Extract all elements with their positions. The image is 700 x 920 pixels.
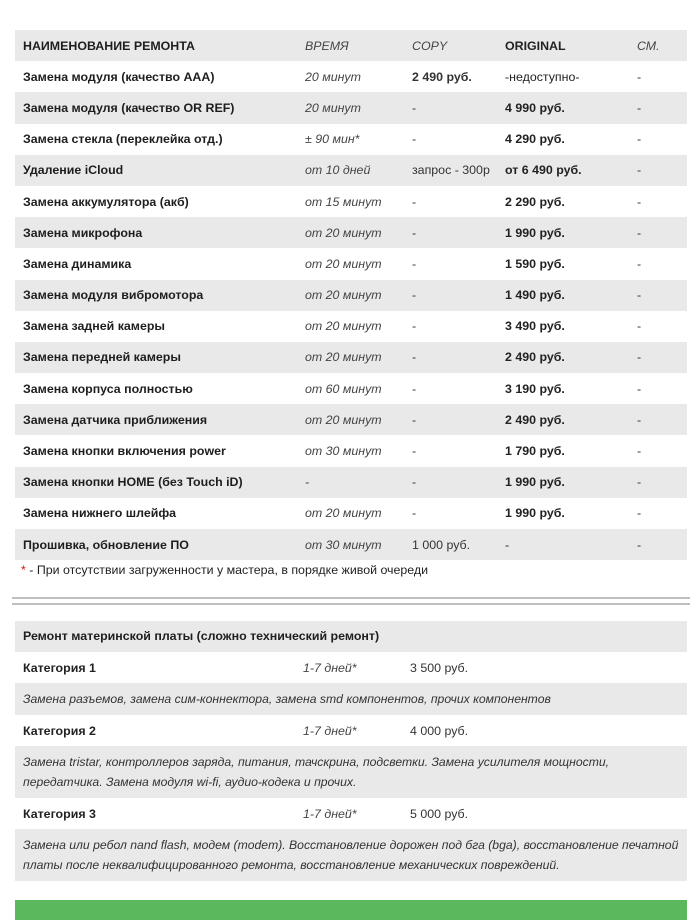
category-time: 1-7 дней* bbox=[303, 806, 357, 821]
repair-name: Замена модуля вибромотора bbox=[15, 280, 285, 311]
table-row bbox=[15, 404, 687, 435]
repair-original-price: 1 590 руб. bbox=[497, 248, 617, 279]
repair-name: Замена динамика bbox=[15, 248, 285, 279]
repair-copy-price: - bbox=[392, 248, 497, 279]
header-see: СМ. bbox=[617, 30, 687, 61]
repair-copy-price: - bbox=[392, 404, 497, 435]
table-row bbox=[15, 342, 687, 373]
table-row bbox=[15, 498, 687, 529]
repair-see: - bbox=[617, 342, 687, 373]
repair-see: - bbox=[617, 217, 687, 248]
table-row bbox=[15, 467, 687, 498]
repair-see: - bbox=[617, 498, 687, 529]
divider bbox=[12, 603, 690, 605]
repair-time: от 30 минут bbox=[285, 435, 392, 466]
repair-time: от 20 минут bbox=[285, 280, 392, 311]
repair-see: - bbox=[617, 404, 687, 435]
footnote-text: - При отсутствии загруженности у мастера, в порядке живой очереди bbox=[25, 563, 429, 577]
repair-copy-price: - bbox=[392, 342, 497, 373]
repair-copy-price: запрос - 300р bbox=[392, 155, 497, 186]
repair-name: Замена кнопки HOME (без Touch iD) bbox=[15, 467, 285, 498]
repair-time: ± 90 мин* bbox=[285, 124, 392, 155]
repair-original-price: 2 290 руб. bbox=[497, 186, 617, 217]
category-name: Категория 2 bbox=[23, 723, 96, 738]
repair-time: от 20 минут bbox=[285, 248, 392, 279]
repair-copy-price: 2 490 руб. bbox=[392, 61, 497, 92]
repair-name: Замена датчика приближения bbox=[15, 404, 285, 435]
repair-name: Замена кнопки включения power bbox=[15, 435, 285, 466]
repair-original-price: 4 290 руб. bbox=[497, 124, 617, 155]
repair-see: - bbox=[617, 155, 687, 186]
repair-time: от 60 минут bbox=[285, 373, 392, 404]
repair-name: Замена микрофона bbox=[15, 217, 285, 248]
table-row bbox=[15, 435, 687, 466]
repair-name: Замена корпуса полностью bbox=[15, 373, 285, 404]
repair-copy-price: - bbox=[392, 217, 497, 248]
repair-time: от 20 минут bbox=[285, 498, 392, 529]
repair-time: от 20 минут bbox=[285, 217, 392, 248]
repair-copy-price: - bbox=[392, 373, 497, 404]
motherboard-section bbox=[15, 621, 687, 881]
repair-original-price: 2 490 руб. bbox=[497, 404, 617, 435]
repair-time: от 20 минут bbox=[285, 404, 392, 435]
repair-copy-price: - bbox=[392, 311, 497, 342]
repair-see: - bbox=[617, 61, 687, 92]
category-price: 5 000 руб. bbox=[410, 806, 469, 821]
repair-original-price: -недоступно- bbox=[497, 61, 617, 92]
repair-original-price: 3 490 руб. bbox=[497, 311, 617, 342]
repair-original-price: 4 990 руб. bbox=[497, 92, 617, 123]
repair-original-price: 1 990 руб. bbox=[497, 217, 617, 248]
header-copy: COPY bbox=[392, 30, 497, 61]
table-row bbox=[15, 186, 687, 217]
table-row bbox=[15, 311, 687, 342]
repair-name: Замена нижнего шлейфа bbox=[15, 498, 285, 529]
repair-see: - bbox=[617, 467, 687, 498]
repair-name: Замена модуля (качество ААА) bbox=[15, 61, 285, 92]
table-row bbox=[15, 217, 687, 248]
repair-original-price: 1 990 руб. bbox=[497, 467, 617, 498]
repair-time: 20 минут bbox=[285, 61, 392, 92]
category-row bbox=[15, 798, 687, 829]
table-row bbox=[15, 373, 687, 404]
header-original: ORIGINAL bbox=[497, 30, 617, 61]
repair-see: - bbox=[617, 124, 687, 155]
repair-name: Замена задней камеры bbox=[15, 311, 285, 342]
action-button[interactable] bbox=[15, 900, 687, 920]
footnote bbox=[21, 563, 428, 577]
repair-copy-price: 1 000 руб. bbox=[392, 529, 497, 560]
repair-copy-price: - bbox=[392, 498, 497, 529]
repair-name: Замена передней камеры bbox=[15, 342, 285, 373]
repair-time: от 20 минут bbox=[285, 342, 392, 373]
repair-original-price: от 6 490 руб. bbox=[497, 155, 617, 186]
repair-see: - bbox=[617, 311, 687, 342]
table-row bbox=[15, 155, 687, 186]
footnote-star: * bbox=[21, 563, 26, 577]
repair-original-price: 1 490 руб. bbox=[497, 280, 617, 311]
repair-time: от 30 минут bbox=[285, 529, 392, 560]
category-name: Категория 3 bbox=[23, 806, 96, 821]
repair-original-price: 2 490 руб. bbox=[497, 342, 617, 373]
repair-see: - bbox=[617, 248, 687, 279]
table-row bbox=[15, 529, 687, 560]
repair-name: Замена аккумулятора (акб) bbox=[15, 186, 285, 217]
table-row bbox=[15, 124, 687, 155]
table-row bbox=[15, 248, 687, 279]
repair-copy-price: - bbox=[392, 186, 497, 217]
category-price: 3 500 руб. bbox=[410, 660, 469, 675]
repair-see: - bbox=[617, 529, 687, 560]
motherboard-categories bbox=[15, 652, 687, 881]
repair-time: от 15 минут bbox=[285, 186, 392, 217]
category-description: Замена или ребол nand flash, модем (modem). Восстановление дорожен под бга (bga), восстановление печатной платы после неквалифицированного ремонта, восстановление механических повреждений. bbox=[15, 829, 687, 881]
category-description: Замена tristar, контроллеров заряда, питания, тачскрина, подсветки. Замена усилителя мощности, передатчика. Замена модуля wi-fi, аудио-кодека и прочих. bbox=[15, 746, 687, 798]
repair-see: - bbox=[617, 186, 687, 217]
repair-copy-price: - bbox=[392, 124, 497, 155]
repair-time: - bbox=[285, 467, 392, 498]
header-name: НАИМЕНОВАНИЕ РЕМОНТА bbox=[15, 30, 285, 61]
divider bbox=[12, 597, 690, 599]
repair-original-price: 3 190 руб. bbox=[497, 373, 617, 404]
price-table bbox=[15, 30, 687, 560]
repair-original-price: 1 990 руб. bbox=[497, 498, 617, 529]
table-row bbox=[15, 92, 687, 123]
table-row bbox=[15, 280, 687, 311]
repair-see: - bbox=[617, 435, 687, 466]
table-header-row bbox=[15, 30, 687, 61]
repair-time: от 10 дней bbox=[285, 155, 392, 186]
table-row bbox=[15, 61, 687, 92]
repair-see: - bbox=[617, 373, 687, 404]
repair-copy-price: - bbox=[392, 280, 497, 311]
category-row bbox=[15, 652, 687, 683]
category-row bbox=[15, 715, 687, 746]
repair-time: 20 минут bbox=[285, 92, 392, 123]
repair-original-price: 1 790 руб. bbox=[497, 435, 617, 466]
repair-see: - bbox=[617, 92, 687, 123]
header-time: ВРЕМЯ bbox=[285, 30, 392, 61]
repair-name: Удаление iCloud bbox=[15, 155, 285, 186]
motherboard-title: Ремонт материнской платы (сложно технический ремонт) bbox=[15, 621, 687, 652]
category-description: Замена разъемов, замена сим-коннектора, замена smd компонентов, прочих компонентов bbox=[15, 683, 687, 715]
price-table-container bbox=[15, 30, 687, 560]
repair-see: - bbox=[617, 280, 687, 311]
repair-copy-price: - bbox=[392, 92, 497, 123]
category-name: Категория 1 bbox=[23, 660, 96, 675]
repair-original-price: - bbox=[497, 529, 617, 560]
repair-name: Замена стекла (переклейка отд.) bbox=[15, 124, 285, 155]
repair-time: от 20 минут bbox=[285, 311, 392, 342]
repair-copy-price: - bbox=[392, 467, 497, 498]
repair-name: Прошивка, обновление ПО bbox=[15, 529, 285, 560]
repair-name: Замена модуля (качество OR REF) bbox=[15, 92, 285, 123]
category-time: 1-7 дней* bbox=[303, 723, 357, 738]
category-time: 1-7 дней* bbox=[303, 660, 357, 675]
repair-copy-price: - bbox=[392, 435, 497, 466]
category-price: 4 000 руб. bbox=[410, 723, 469, 738]
